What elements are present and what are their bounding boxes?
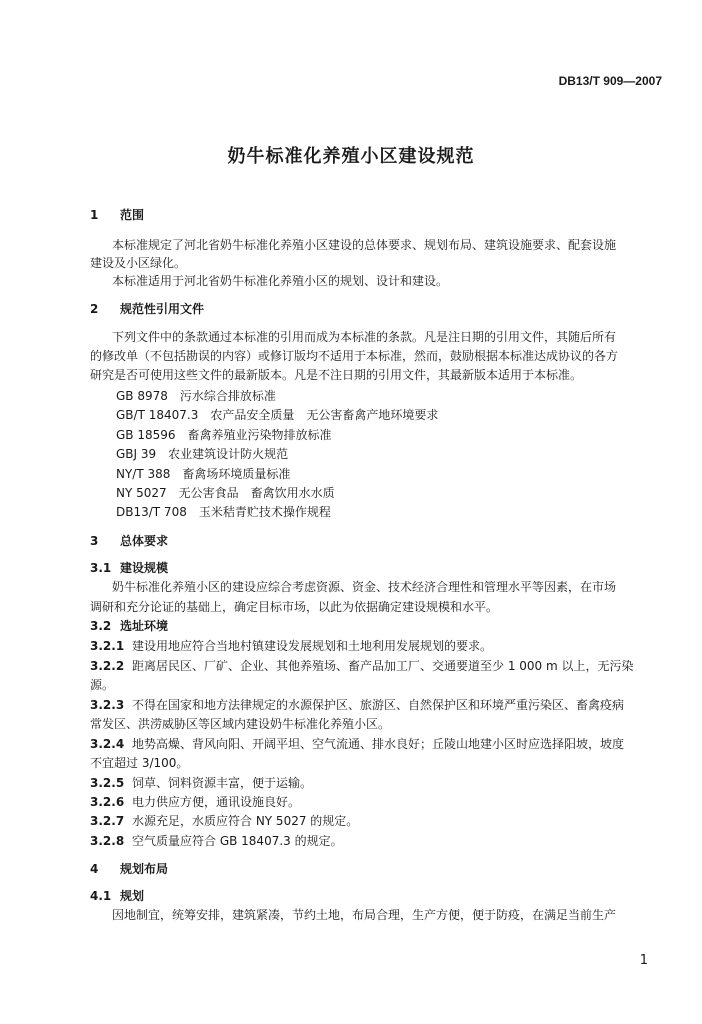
clause-number: 3.2.8 — [90, 834, 125, 848]
section-3-heading — [90, 532, 664, 549]
clause-number: 3.2.3 — [90, 698, 125, 712]
section-2-heading — [90, 300, 664, 317]
section-number: 1 — [90, 208, 99, 222]
paragraph-line: 研究是否可使用这些文件的最新版本。凡是不注日期的引用文件，其最新版本适用于本标准。 — [90, 368, 583, 382]
clause-3-2-7 — [90, 812, 664, 829]
section-1-heading — [90, 206, 664, 223]
page-title: 奶牛标准化养殖小区建设规范 — [227, 146, 475, 167]
clause-text: 距离居民区、厂矿、企业、其他养殖场、畜产品加工厂、交通要道至少 1 000 m 以上，无污染 — [132, 659, 634, 673]
paragraph-line: 建设及小区绿化。 — [90, 256, 187, 270]
document-code: DB13/T 909—2007 — [558, 74, 662, 88]
section-number: 2 — [90, 302, 99, 316]
subsection-number: 4.1 — [90, 889, 112, 903]
reference-item: NY 5027 无公害食品 畜禽饮用水水质 — [116, 486, 335, 500]
reference-item: GB/T 18407.3 农产品安全质量 无公害畜禽产地环境要求 — [116, 408, 439, 422]
clause-continuation: 常发区、洪涝威胁区等区域内建设奶牛标准化养殖小区。 — [90, 717, 391, 731]
clause-3-2-8 — [90, 832, 664, 849]
clause-3-2-5 — [90, 774, 664, 791]
reference-item: NY/T 388 畜禽场环境质量标准 — [116, 467, 291, 481]
section-title: 范围 — [120, 208, 145, 222]
clause-continuation: 源。 — [90, 678, 115, 692]
clause-3-2-4 — [90, 735, 664, 752]
reference-item: GBJ 39 农业建筑设计防火规范 — [116, 447, 289, 461]
subsection-number: 3.2 — [90, 619, 112, 633]
clause-number: 3.2.1 — [90, 639, 125, 653]
section-number: 4 — [90, 862, 99, 876]
clause-continuation: 不宜超过 3/100。 — [90, 756, 189, 770]
section-title: 规划布局 — [120, 862, 169, 876]
clause-3-2-6 — [90, 793, 664, 810]
subsection-title: 选址环境 — [120, 619, 169, 633]
section-4-heading — [90, 860, 664, 877]
reference-item: DB13/T 708 玉米秸青贮技术操作规程 — [116, 505, 331, 519]
clause-text: 不得在国家和地方法律规定的水源保护区、旅游区、自然保护区和环境严重污染区、畜禽疫病 — [132, 698, 625, 712]
clause-text: 空气质量应符合 GB 18407.3 的规定。 — [132, 834, 343, 848]
subsection-3-2-heading — [90, 617, 664, 634]
paragraph-line: 下列文件中的条款通过本标准的引用而成为本标准的条款。凡是注日期的引用文件，其随后所有 — [112, 330, 617, 344]
clause-text: 建设用地应符合当地村镇建设发展规划和土地利用发展规划的要求。 — [132, 639, 493, 653]
section-title: 规范性引用文件 — [120, 302, 205, 316]
subsection-number: 3.1 — [90, 561, 112, 575]
paragraph-line: 本标准规定了河北省奶牛标准化养殖小区建设的总体要求、规划布局、建筑设施要求、配套设施 — [112, 238, 617, 252]
paragraph-line: 因地制宜，统筹安排，建筑紧凑，节约土地，布局合理，生产方便，便于防疫，在满足当前生产 — [112, 908, 617, 922]
paragraph-line: 调研和充分论证的基础上，确定目标市场，以此为依据确定建设规模和水平。 — [90, 600, 499, 614]
clause-3-2-3 — [90, 696, 664, 713]
clause-number: 3.2.5 — [90, 776, 125, 790]
paragraph-line: 本标准适用于河北省奶牛标准化养殖小区的规划、设计和建设。 — [112, 274, 449, 288]
clause-text: 电力供应方便，通讯设施良好。 — [132, 795, 301, 809]
clause-3-2-2 — [90, 657, 664, 674]
reference-item: GB 8978 污水综合排放标准 — [116, 389, 276, 403]
page-number: 1 — [639, 953, 648, 968]
section-number: 3 — [90, 534, 99, 548]
section-title: 总体要求 — [120, 534, 169, 548]
clause-3-2-1 — [90, 637, 664, 654]
clause-number: 3.2.2 — [90, 659, 125, 673]
clause-number: 3.2.7 — [90, 814, 125, 828]
paragraph-line: 的修改单（不包括勘误的内容）或修订版均不适用于本标准，然而，鼓励根据本标准达成协议的各方 — [90, 349, 619, 363]
clause-number: 3.2.4 — [90, 737, 125, 751]
clause-text: 饲草、饲料资源丰富，便于运输。 — [132, 776, 313, 790]
reference-item: GB 18596 畜禽养殖业污染物排放标准 — [116, 428, 332, 442]
subsection-3-1-heading — [90, 559, 664, 576]
subsection-4-1-heading — [90, 887, 664, 904]
subsection-title: 建设规模 — [120, 561, 169, 575]
subsection-title: 规划 — [120, 889, 145, 903]
clause-text: 水源充足，水质应符合 NY 5027 的规定。 — [132, 814, 359, 828]
paragraph-line: 奶牛标准化养殖小区的建设应综合考虑资源、资金、技术经济合理性和管理水平等因素，在市场 — [112, 580, 617, 594]
clause-text: 地势高燥、背风向阳、开阔平坦、空气流通、排水良好；丘陵山地建小区时应选择阳坡，坡度 — [132, 737, 625, 751]
clause-number: 3.2.6 — [90, 795, 125, 809]
